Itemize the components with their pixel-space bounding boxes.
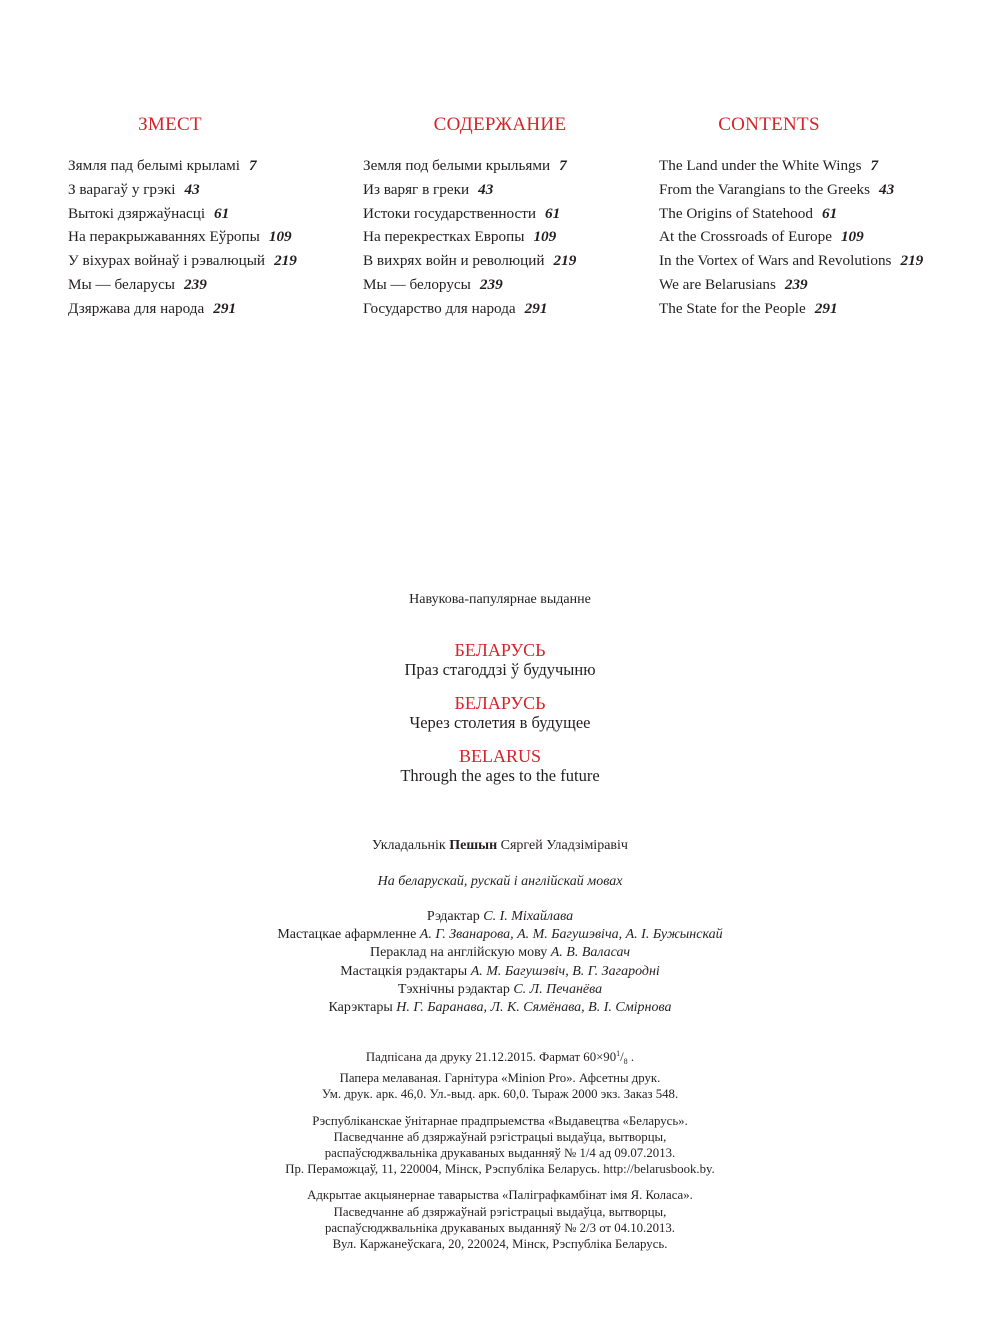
toc-entry-title: In the Vortex of Wars and Revolutions <box>659 252 892 270</box>
credit-role: Мастацкія рэдактары <box>340 963 468 979</box>
book-subtitle-ru: Через столетия в будущее <box>409 713 591 732</box>
toc-entry-page: 43 <box>879 180 895 198</box>
credit-names: С. І. Міхайлава <box>483 909 574 924</box>
toc-entry[interactable] <box>68 249 340 273</box>
imprint-line: распаўсюджвальніка друкаваных выданняў № 2/3 от 04.10.2013. <box>324 1220 676 1235</box>
toc-entry-page: 239 <box>184 275 207 293</box>
toc-entry[interactable] <box>68 178 340 202</box>
toc-heading-be: ЗМЕСТ <box>138 114 202 135</box>
toc-entry[interactable] <box>659 202 959 226</box>
imprint-line: распаўсюджвальніка друкаваных выданняў № 1/4 ад 09.07.2013. <box>324 1146 676 1161</box>
toc-entry[interactable] <box>363 225 637 249</box>
imprint-line: Рэспубліканскае ўнітарнае прадпрыемства «Выдавецтва «Беларусь». <box>312 1113 688 1128</box>
toc-entry-page: 291 <box>524 299 548 317</box>
toc-entry-title: The State for the People <box>659 299 806 317</box>
toc-entry-title: Из варяг в греки <box>363 180 470 198</box>
toc-list-ru <box>363 154 637 321</box>
credit-names: Н. Г. Баранава, Л. К. Сямёнава, В. І. Смірнова <box>396 1000 672 1016</box>
toc-entry[interactable] <box>363 297 637 321</box>
toc-entry-title: Дзяржава для народа <box>68 299 205 317</box>
toc-entry-page: 109 <box>268 228 292 246</box>
toc-entry[interactable] <box>659 273 959 297</box>
toc-entry-page: 43 <box>184 180 200 198</box>
toc-entry-page: 7 <box>248 157 257 174</box>
credit-role: Мастацкае афармленне <box>277 927 417 943</box>
toc-entry-title: Государство для народа <box>363 299 516 317</box>
book-subtitle-en: Through the ages to the future <box>400 766 600 785</box>
toc-entry-title: Зямля пад белымі крыламі <box>68 157 240 174</box>
toc-entry-title: From the Varangians to the Greeks <box>659 180 871 198</box>
credit-line <box>0 908 1000 926</box>
toc-entry-page: 219 <box>900 252 924 270</box>
toc-entry[interactable] <box>363 273 637 297</box>
toc-belarusian <box>68 114 340 321</box>
toc-entry-title: At the Crossroads of Europe <box>659 228 832 246</box>
toc-heading-en: CONTENTS <box>718 114 820 135</box>
toc-entry[interactable] <box>68 297 340 321</box>
toc-entry-page: 291 <box>213 299 237 317</box>
credit-role: Карэктары <box>328 1000 393 1016</box>
toc-entry-page: 291 <box>814 299 838 317</box>
toc-entry-title: В вихрях войн и революций <box>363 252 545 270</box>
toc-entry-title: З варагаў у грэкі <box>68 180 176 198</box>
credit-names: А. М. Багушэвіч, В. Г. Загародні <box>470 963 660 979</box>
credit-role: Тэхнічны рэдактар <box>397 981 510 997</box>
toc-entry[interactable] <box>659 297 959 321</box>
toc-entry-title: Мы — белорусы <box>363 275 471 293</box>
compiler-line <box>0 838 1000 854</box>
toc-entry-title: Вытокі дзяржаўнасці <box>68 204 206 222</box>
toc-entry-title: We are Belarusians <box>659 275 776 293</box>
publication-genre: Навукова-папулярнае выданне <box>409 592 591 607</box>
toc-entry-page: 7 <box>870 157 879 174</box>
toc-entry-page: 219 <box>553 252 577 270</box>
toc-entry[interactable] <box>363 202 637 226</box>
credit-line <box>0 999 1000 1017</box>
toc-entry[interactable] <box>659 154 959 178</box>
toc-entry-title: Истоки государственности <box>363 204 537 222</box>
toc-entry[interactable] <box>659 225 959 249</box>
format-numerator: 1 <box>616 1049 621 1058</box>
toc-entry[interactable] <box>363 178 637 202</box>
book-titles <box>0 640 1000 799</box>
toc-entry[interactable] <box>68 225 340 249</box>
credit-line <box>0 944 1000 962</box>
credit-names: А. Г. Званарова, А. М. Багушэвіча, А. І. Бужынскай <box>419 927 723 943</box>
toc-entry-page: 109 <box>533 228 557 246</box>
imprint-line: Пасведчанне аб дзяржаўнай рэгістрацыі выдаўца, вытворцы, <box>333 1204 667 1219</box>
toc-english <box>659 114 959 321</box>
toc-entry-page: 43 <box>478 180 494 198</box>
toc-entry[interactable] <box>659 249 959 273</box>
credits <box>0 908 1000 1017</box>
imprint-line: Ум. друк. арк. 46,0. Ул.-выд. арк. 60,0. Тыраж 2000 экз. Заказ 548. <box>321 1087 679 1102</box>
imprint-line: Пасведчанне аб дзяржаўнай рэгістрацыі выдаўца, вытворцы, <box>333 1129 667 1144</box>
credit-line <box>0 963 1000 981</box>
languages-note: На беларускай, рускай і англійскай мовах <box>377 874 623 889</box>
toc-list-en <box>659 154 959 321</box>
imprint-publisher <box>0 1113 1000 1178</box>
credit-line <box>0 926 1000 944</box>
toc-entry-title: У віхурах войнаў і рэвалюцый <box>68 252 266 270</box>
compiler-given-name: Сяргей Уладзіміравіч <box>500 838 628 853</box>
print-signed-line: Падпісана да друку 21.12.2015. Фармат $60\times 90^1/_8$ . <box>365 1049 635 1066</box>
toc-entry[interactable] <box>68 202 340 226</box>
toc-entry-title: The Origins of Statehood <box>659 204 813 222</box>
compiler-surname: Пешын <box>449 838 498 853</box>
toc-entry-page: 61 <box>214 204 230 222</box>
imprint-print-info <box>0 1046 1000 1103</box>
compiler-role: Укладальнік <box>372 838 446 853</box>
toc-entry-page: 239 <box>784 275 808 293</box>
toc-entry[interactable] <box>363 249 637 273</box>
book-title-ru: БЕЛАРУСЬ <box>454 693 546 713</box>
toc-entry-page: 61 <box>545 204 561 222</box>
toc-entry-title: На перакрыжаваннях Еўропы <box>68 228 260 246</box>
toc-russian <box>363 114 637 321</box>
toc-entry-page: 61 <box>821 204 838 222</box>
toc-entry-title: Мы — беларусы <box>68 275 176 293</box>
toc-entry[interactable] <box>659 178 959 202</box>
credit-line <box>0 981 1000 999</box>
toc-heading-ru: СОДЕРЖАНИЕ <box>433 114 567 135</box>
toc-list-be <box>68 154 340 321</box>
toc-entry[interactable] <box>68 273 340 297</box>
toc-entry[interactable] <box>68 154 340 178</box>
book-title-en: BELARUS <box>458 746 541 766</box>
imprint <box>0 1046 1000 1262</box>
credit-names: А. В. Валасач <box>550 945 631 961</box>
toc-entry-page: 239 <box>479 275 503 293</box>
credit-role: Рэдактар <box>426 909 480 924</box>
format-denominator: 8 <box>623 1057 628 1066</box>
imprint-line: Вул. Каржанеўскага, 20, 220024, Мінск, Рэспубліка Беларусь. <box>332 1237 668 1252</box>
imprint-line: Пр. Пераможцаў, 11, 220004, Мінск, Рэспубліка Беларусь. http://belarusbook.by. <box>285 1162 715 1177</box>
toc-entry-title: На перекрестках Европы <box>363 228 525 246</box>
book-subtitle-be: Праз стагоддзі ў будучыню <box>404 660 596 679</box>
toc-entry-page: 7 <box>559 157 567 174</box>
toc-entry-page: 109 <box>840 228 864 246</box>
book-title-be: БЕЛАРУСЬ <box>454 640 546 660</box>
imprint-line: Адкрытае акцыянернае таварыства «Паліграфкамбінат імя Я. Коласа». <box>307 1188 693 1203</box>
toc-entry-title: Земля под белыми крыльями <box>363 157 551 174</box>
credit-role: Пераклад на англійскую мову <box>369 945 548 961</box>
credit-names: С. Л. Печанёва <box>513 981 603 997</box>
imprint-printer <box>0 1187 1000 1252</box>
toc-entry[interactable] <box>363 154 637 178</box>
imprint-line: Папера мелаваная. Гарнітура «Minion Pro». Афсетны друк. <box>339 1071 661 1086</box>
toc-entry-title: The Land under the White Wings <box>659 157 862 174</box>
toc-entry-page: 219 <box>274 252 297 270</box>
